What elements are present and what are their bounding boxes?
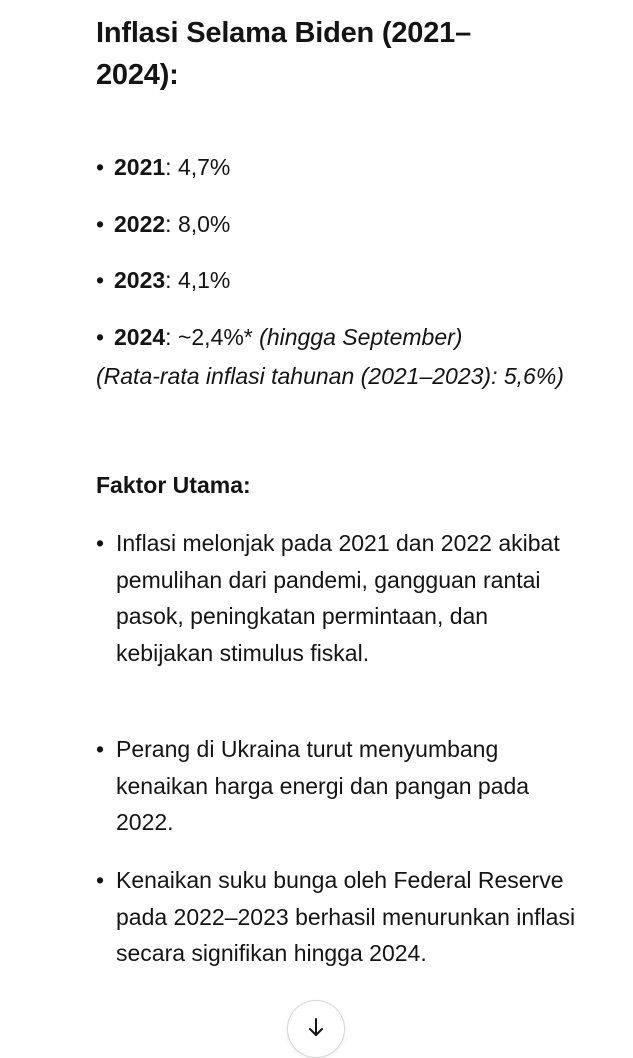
separator: : — [165, 267, 172, 293]
factors-heading: Faktor Utama: — [96, 472, 251, 498]
factor-list-item — [96, 731, 576, 841]
inflation-value: 4,7% — [171, 154, 231, 180]
factor-list-item — [96, 862, 576, 972]
arrow-down-icon — [308, 1017, 324, 1037]
year-label: 2022 — [114, 211, 166, 237]
inflation-value: 8,0% — [171, 211, 231, 237]
inflation-value: ~2,4%* — [171, 324, 253, 350]
bullet: • — [96, 324, 105, 350]
year-label: 2023 — [114, 267, 166, 293]
year-label: 2024 — [114, 324, 166, 350]
inflation-year-item — [96, 207, 596, 242]
inflation-year-item — [96, 150, 596, 185]
average-inflation-note: (Rata-rata inflasi tahunan (2021–2023): 5,6%) — [96, 363, 564, 389]
factor-text: Perang di Ukraina turut menyumbang kenaikan harga energi dan pangan pada 2022. — [116, 736, 530, 835]
bullet: • — [96, 211, 105, 237]
separator: : — [165, 154, 172, 180]
factor-list-item — [96, 525, 576, 671]
factor-text: Kenaikan suku bunga oleh Federal Reserve pada 2022–2023 berhasil menurunkan inflasi secara signifikan hingga 2024. — [116, 867, 576, 966]
inflation-year-item — [96, 320, 596, 355]
bullet: • — [96, 267, 105, 293]
separator: : — [165, 324, 172, 350]
bullet: • — [96, 867, 105, 893]
inflation-value: 4,1% — [171, 267, 231, 293]
inflation-note: (hingga September) — [252, 324, 463, 350]
bullet: • — [96, 530, 105, 556]
separator: : — [165, 211, 172, 237]
bullet: • — [96, 736, 105, 762]
inflation-year-item — [96, 263, 596, 298]
section-title: Inflasi Selama Biden (2021–2024): — [96, 17, 471, 91]
scroll-down-button[interactable] — [287, 1000, 345, 1058]
factor-text: Inflasi melonjak pada 2021 dan 2022 akibat pemulihan dari pandemi, gangguan rantai pasok, peningkatan permintaan, dan kebijakan stimulus fiskal. — [116, 530, 560, 666]
bullet: • — [96, 154, 105, 180]
year-label: 2021 — [114, 154, 166, 180]
